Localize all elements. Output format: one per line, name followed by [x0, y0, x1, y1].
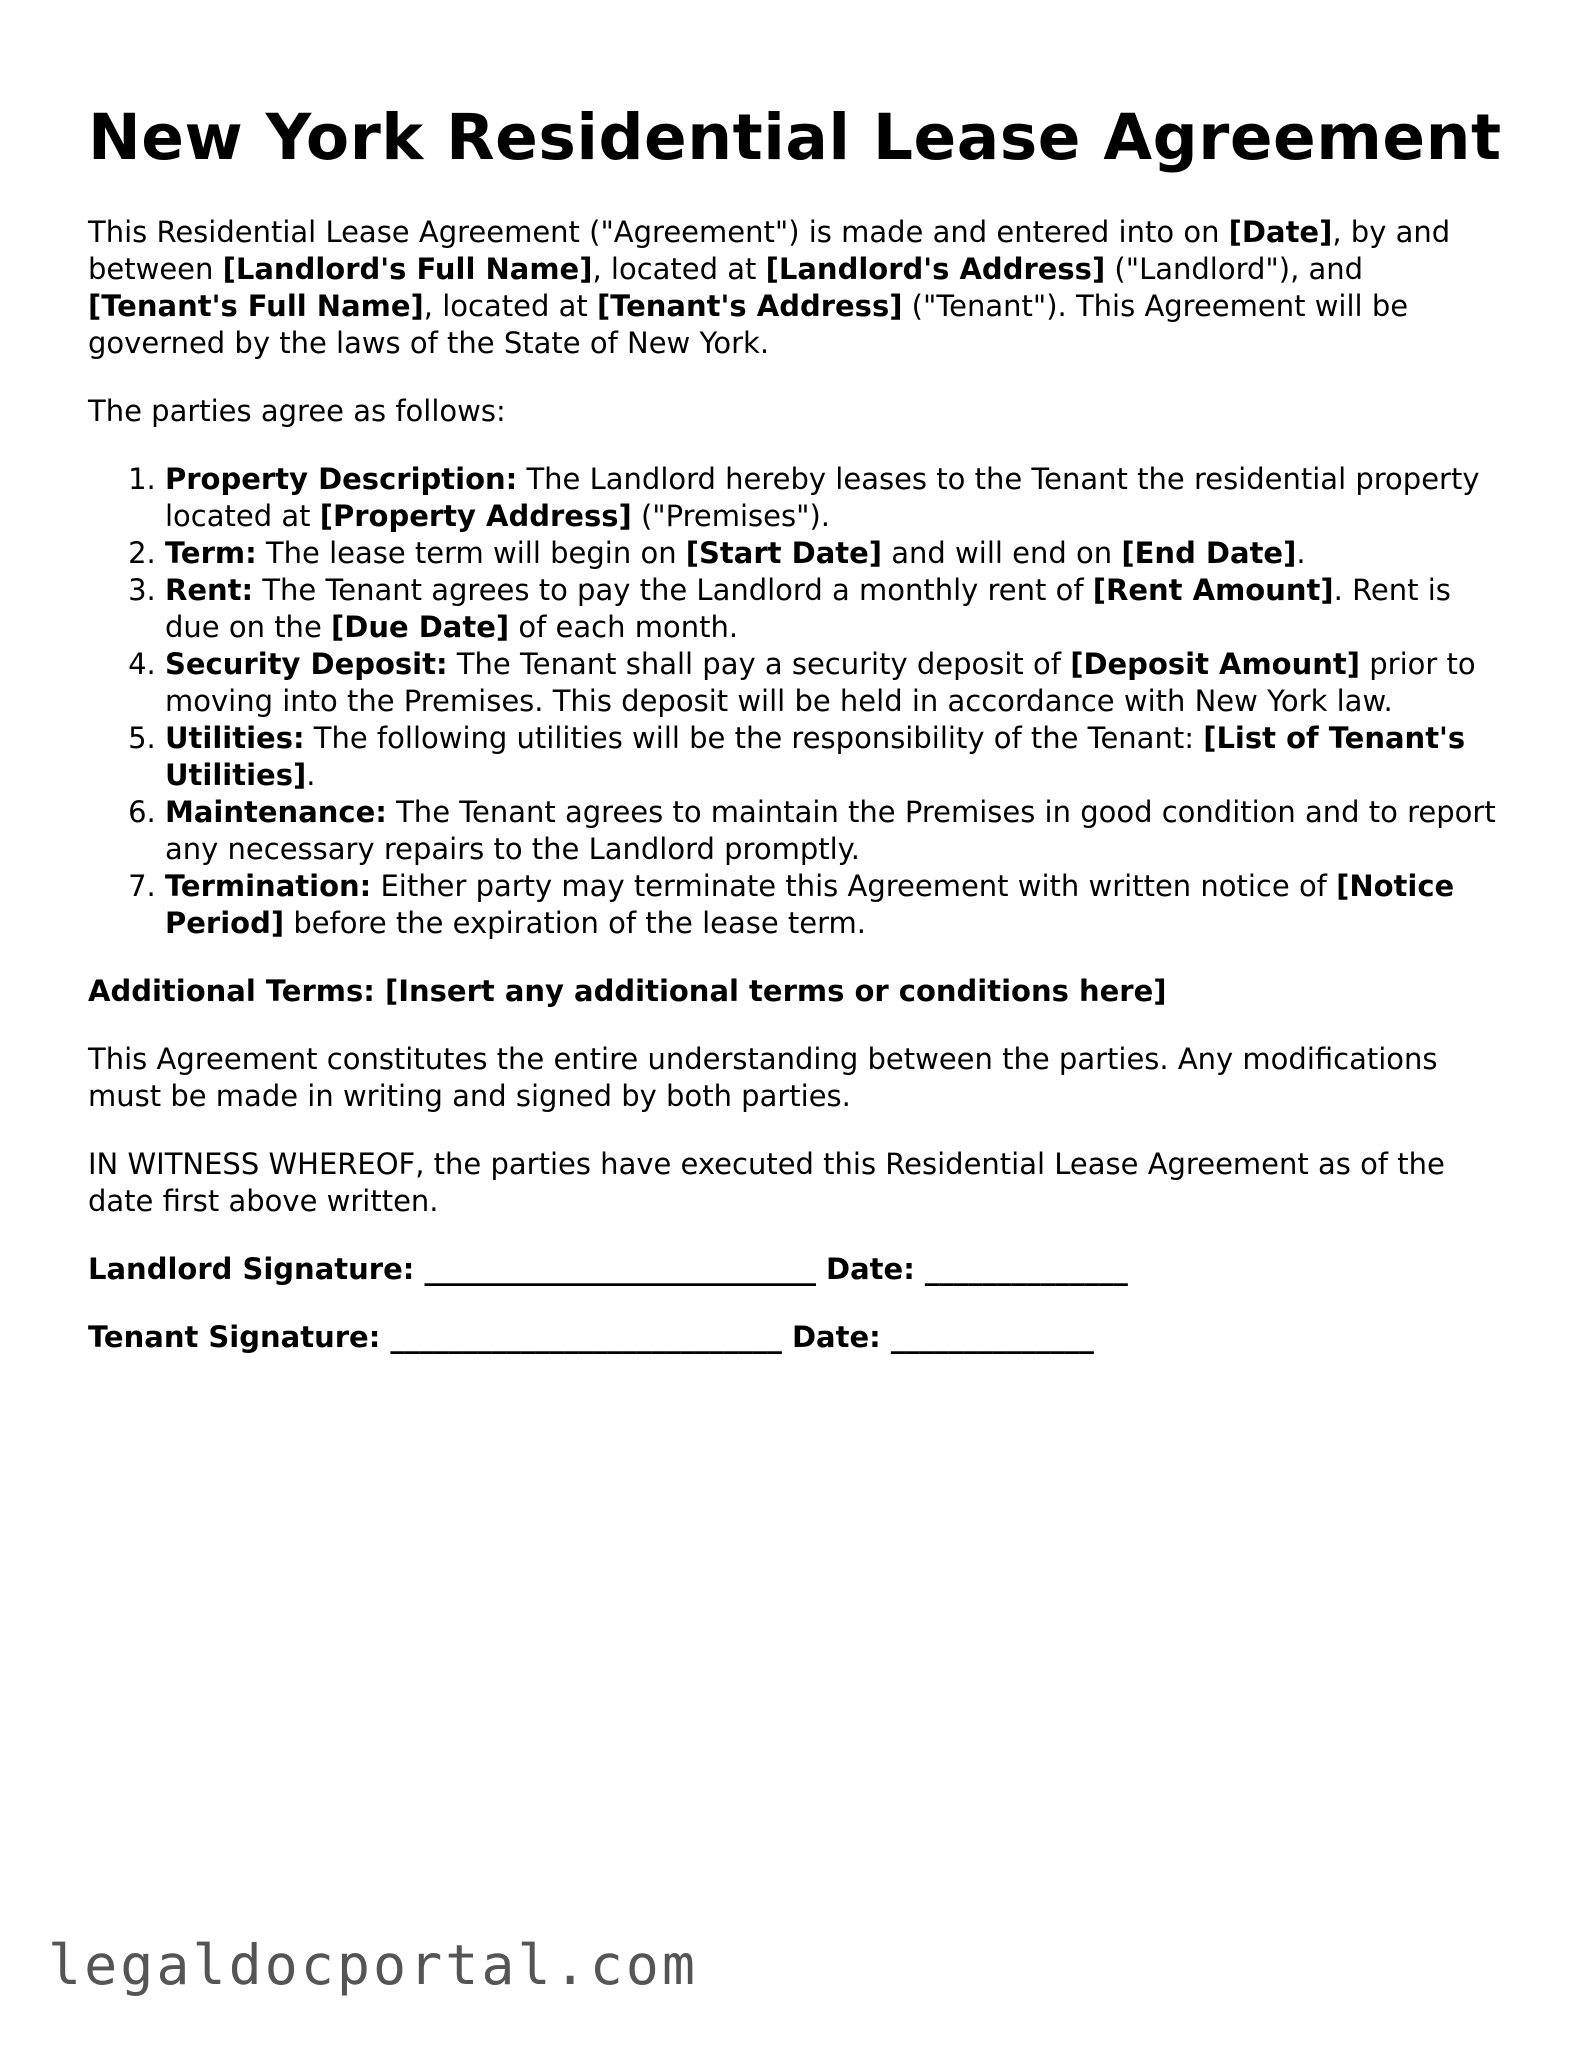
tenant-name-placeholder: [Tenant's Full Name] — [88, 288, 424, 323]
clause-text: The following utilities will be the responsibility of the Tenant: — [304, 720, 1204, 755]
clause-rent — [165, 572, 1502, 646]
clause-text: The Tenant agrees to maintain the Premises in good condition and to report any necessary repairs to the Landlord promptly. — [165, 794, 1496, 866]
tenant-address-placeholder: [Tenant's Address] — [596, 288, 903, 323]
document-page — [88, 100, 1502, 1387]
utilities-placeholder: [List of Tenant's Utilities] — [165, 720, 1466, 792]
clause-text: The Tenant shall pay a security deposit of — [447, 646, 1071, 681]
start-date-placeholder: [Start Date] — [685, 535, 883, 570]
landlord-address-placeholder: [Landlord's Address] — [765, 251, 1106, 286]
clause-text: . — [1296, 535, 1306, 570]
deposit-amount-placeholder: [Deposit Amount] — [1070, 646, 1361, 681]
intro-text: , located at — [423, 288, 597, 323]
parties-agree-text: The parties agree as follows: — [88, 393, 506, 428]
clause-text: . Rent is due on the — [165, 572, 1451, 644]
intro-paragraph — [88, 214, 1502, 362]
clause-maintenance — [165, 794, 1502, 868]
entire-agreement-paragraph: This Agreement constitutes the entire understanding between the parties. Any modifications must be made in writing and signed by both parties. — [88, 1041, 1438, 1113]
intro-text: ("Tenant"). This Agreement will be governed by the laws of the State of New York. — [88, 288, 1409, 360]
clause-security-deposit — [165, 646, 1502, 720]
intro-text: ("Landlord"), and — [1105, 251, 1364, 286]
clause-utilities — [165, 720, 1502, 794]
rent-amount-placeholder: [Rent Amount] — [1092, 572, 1334, 607]
site-watermark: legaldocportal.com — [48, 1933, 699, 1997]
landlord-name-placeholder: [Landlord's Full Name] — [222, 251, 593, 286]
clause-text: of each month. — [509, 609, 739, 644]
property-address-placeholder: [Property Address] — [319, 498, 632, 533]
intro-text: This Residential Lease Agreement ("Agreement") is made and entered into on — [88, 214, 1229, 249]
clause-property-description — [165, 461, 1502, 535]
clause-termination — [165, 868, 1502, 942]
clause-list — [88, 461, 1502, 942]
date-placeholder: [Date] — [1228, 214, 1333, 249]
document-title: New York Residential Lease Agreement — [88, 101, 1502, 174]
notice-period-placeholder: [Notice Period] — [165, 868, 1455, 940]
clause-text: before the expiration of the lease term. — [284, 905, 867, 940]
additional-terms — [88, 973, 1502, 1010]
intro-text: , located at — [592, 251, 766, 286]
clause-text: prior to moving into the Premises. This deposit will be held in accordance with New York law. — [165, 646, 1476, 718]
tenant-signature-line: Tenant Signature: ___________________________ Date: ______________ — [88, 1319, 1094, 1354]
clause-text: The Tenant agrees to pay the Landlord a monthly rent of — [253, 572, 1093, 607]
intro-text: , by and between — [88, 214, 1451, 286]
end-date-placeholder: [End Date] — [1121, 535, 1297, 570]
additional-terms-text: Additional Terms: [Insert any additional terms or conditions here] — [88, 973, 1167, 1008]
clause-text: Either party may terminate this Agreement with written notice of — [371, 868, 1337, 903]
clause-text: The Landlord hereby leases to the Tenant the residential property located at — [165, 461, 1480, 533]
clause-label: Utilities: — [165, 720, 305, 755]
clause-label: Term: — [165, 535, 257, 570]
clause-label: Maintenance: — [165, 794, 387, 829]
landlord-signature-line: Landlord Signature: ___________________________ Date: ______________ — [88, 1251, 1128, 1286]
clause-text: and will end on — [882, 535, 1122, 570]
clause-label: Rent: — [165, 572, 254, 607]
clause-text: The lease term will begin on — [256, 535, 686, 570]
clause-label: Termination: — [165, 868, 372, 903]
witness-paragraph: IN WITNESS WHEREOF, the parties have executed this Residential Lease Agreement as of the date first above written. — [88, 1146, 1445, 1218]
clause-label: Security Deposit: — [165, 646, 448, 681]
clause-text: . — [306, 757, 316, 792]
clause-term — [165, 535, 1502, 572]
clause-label: Property Description: — [165, 461, 518, 496]
due-date-placeholder: [Due Date] — [331, 609, 510, 644]
clause-text: ("Premises"). — [631, 498, 830, 533]
